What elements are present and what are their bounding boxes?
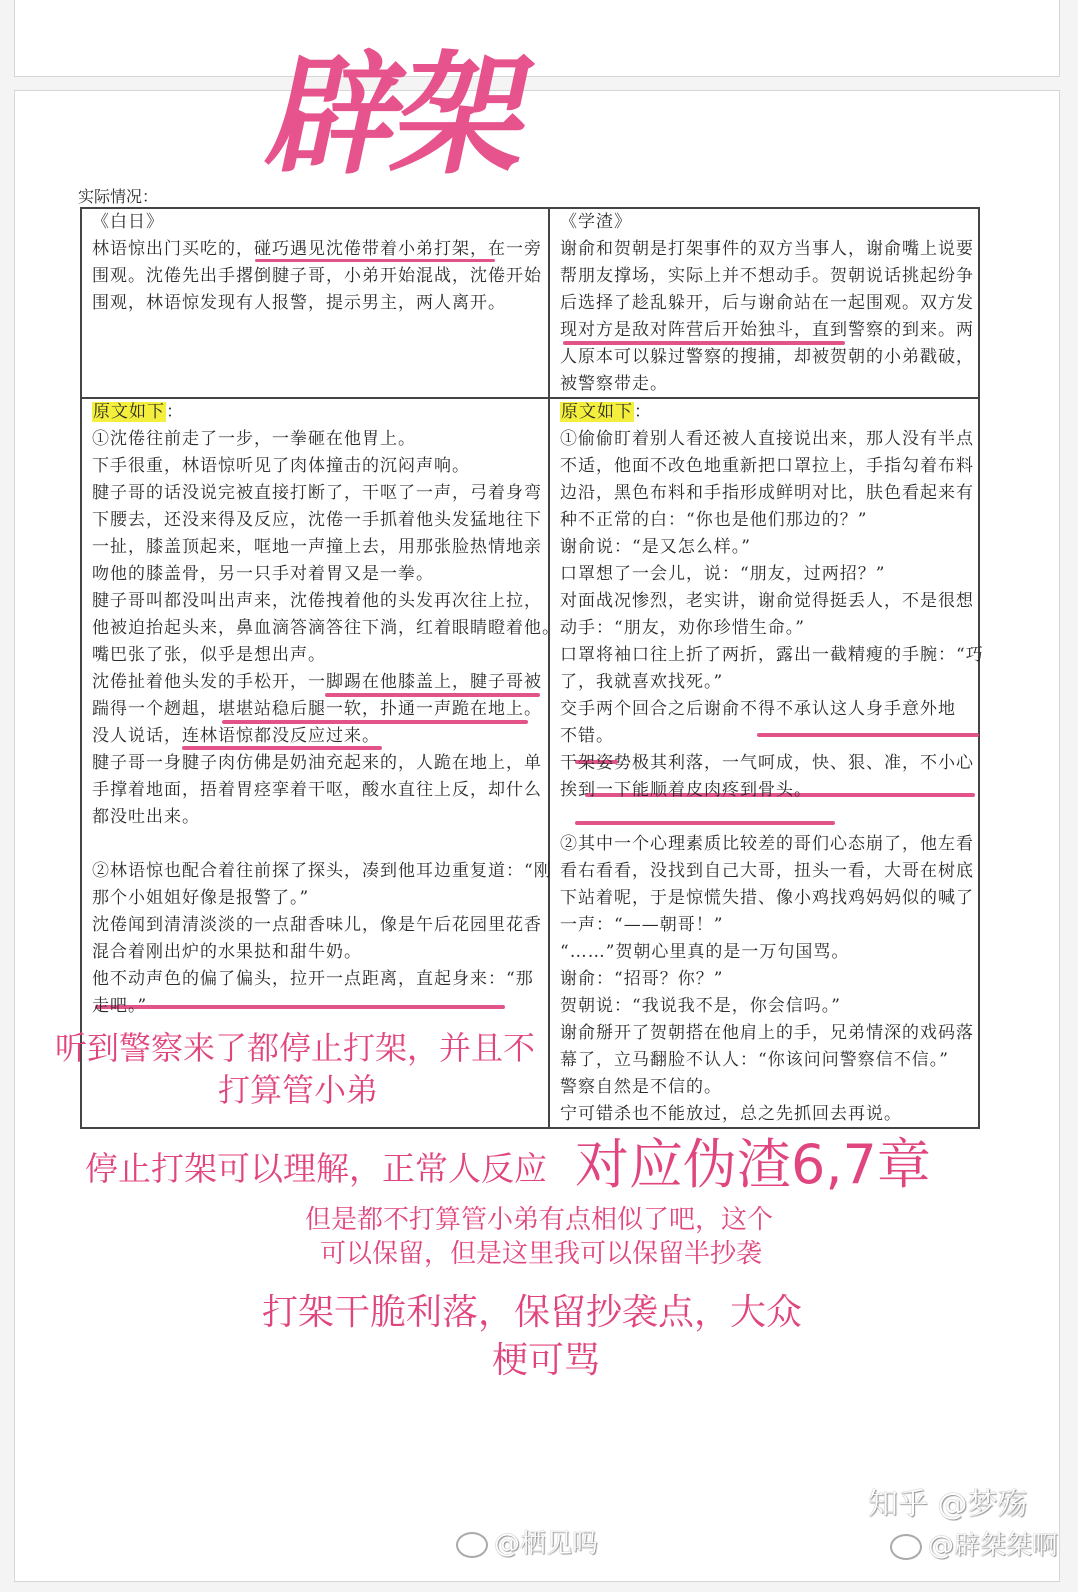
text-line: 那个小姐姐好像是报警了。”	[92, 888, 310, 908]
highlighted-heading: 原文如下	[561, 402, 633, 422]
text-line: 一扯，膝盖顶起来，哐地一声撞上去，用那张脸热情地亲	[92, 537, 542, 557]
text-line: 了，我就喜欢找死。”	[560, 672, 724, 692]
text-line: 都没吐出来。	[92, 807, 200, 827]
annotation-police: 听到警察来了都停止打架，并且不	[55, 1029, 536, 1067]
weibo-icon	[456, 1532, 488, 1558]
original-left-heading	[92, 399, 184, 426]
text-line: 他不动声色的偏了偏头，拉开一点距离，直起身来：“那	[92, 969, 534, 989]
text-line: 宁可错杀也不能放过，总之先抓回去再说。	[560, 1104, 902, 1124]
text-line: 《白日》	[92, 212, 164, 232]
text-line: 围观，林语惊发现有人报警，提示男主，两人离开。	[92, 293, 506, 313]
text-line: 现对方是敌对阵营后开始独斗，直到警察的到来。两	[560, 320, 974, 340]
summary-right-cell	[560, 209, 974, 398]
weibo-icon	[890, 1534, 922, 1560]
text-line: 看右看看，没找到自己大哥，扭头一看，大哥在树底	[560, 861, 974, 881]
annotation-fight-cont: 梗可骂	[492, 1340, 601, 1381]
original-left-cell	[92, 426, 560, 1020]
text-line: ①偷偷盯着别人看还被人直接说出来，那人没有半点	[560, 429, 974, 449]
highlighted-heading: 原文如下	[93, 402, 165, 422]
text-line: 吻他的膝盖骨，另一只手对着胃又是一拳。	[92, 564, 434, 584]
text-line: ②林语惊也配合着往前探了探头，凑到他耳边重复道：“刚	[92, 861, 552, 881]
text-line: 《学渣》	[560, 212, 632, 232]
text-line	[92, 831, 560, 858]
zhihu-watermark: 知乎 @梦殇	[868, 1487, 1028, 1522]
summary-left-cell	[92, 209, 542, 317]
text-line: ①沈倦往前走了一步，一拳砸在他胃上。	[92, 429, 416, 449]
text-line: 后选择了趁乱躲开，后与谢俞站在一起围观。双方发	[560, 293, 974, 313]
weibo-watermark-2	[890, 1532, 1058, 1562]
text-line: 林语惊出门买吃的，碰巧遇见沈倦带着小弟打架，在一旁	[92, 239, 542, 259]
original-right-heading	[560, 399, 652, 426]
heading-colon: ：	[166, 402, 184, 422]
text-line: 谢俞掰开了贺朝搭在他肩上的手，兄弟情深的戏码落	[560, 1023, 974, 1043]
weibo-handle: @辟桀桀啊	[928, 1531, 1059, 1561]
text-line: 不适，他面不改色地重新把口罩拉上，手指勾着布料	[560, 456, 974, 476]
annotation-chapter: 对应伪渣6,7章	[575, 1133, 931, 1196]
annotation-fight: 打架干脆利落，保留抄袭点，大众	[262, 1292, 803, 1333]
text-line: 谢俞说：“是又怎么样。”	[560, 537, 751, 557]
text-line: ②其中一个心理素质比较差的哥们心态崩了，他左看	[560, 834, 974, 854]
text-line: 一声：“——朝哥！”	[560, 915, 724, 935]
text-line: 走吧。”	[92, 996, 148, 1016]
text-line: 下手很重，林语惊听见了肉体撞击的沉闷声响。	[92, 456, 470, 476]
text-line: 围观。沈倦先出手撂倒腱子哥，小弟开始混战，沈倦开始	[92, 266, 542, 286]
text-line: 种不正常的白：“你也是他们那边的？”	[560, 510, 868, 530]
text-line: 他被迫抬起头来，鼻血滴答滴答往下淌，红着眼睛瞪着他。	[92, 618, 560, 638]
text-line: 腱子哥的话没说完被直接打断了，干呕了一声，弓着身弯	[92, 483, 542, 503]
text-line: 交手两个回合之后谢俞不得不承认这人身手意外地	[560, 699, 956, 719]
text-line	[560, 804, 984, 831]
text-line: “……”贺朝心里真的是一万句国骂。	[560, 942, 850, 962]
text-line: 口罩将袖口往上折了两折，露出一截精瘦的手腕：“巧	[560, 645, 984, 665]
text-line: 警察自然是不信的。	[560, 1077, 722, 1097]
text-line: 混合着刚出炉的水果挞和甜牛奶。	[92, 942, 362, 962]
text-line: 沈倦扯着他头发的手松开，一脚踢在他膝盖上，腱子哥被	[92, 672, 542, 692]
text-line: 不错。	[560, 726, 614, 746]
annotation-stop: 停止打架可以理解，正常人反应	[85, 1149, 547, 1188]
text-line: 边沿，黑色布料和手指形成鲜明对比，肤色看起来有	[560, 483, 974, 503]
text-line: 口罩想了一会儿，说：“朋友，过两招？”	[560, 564, 886, 584]
text-line: 谢俞和贺朝是打架事件的双方当事人，谢俞嘴上说要	[560, 239, 974, 259]
text-line: 踹得一个趔趄，堪堪站稳后腿一软，扑通一声跪在地上。	[92, 699, 542, 719]
weibo-watermark	[456, 1530, 598, 1560]
handwritten-title: 辟架	[255, 39, 541, 193]
section-label: 实际情况：	[78, 187, 159, 206]
text-line: 贺朝说：“我说我不是，你会信吗。”	[560, 996, 841, 1016]
text-line: 帮朋友撑场，实际上并不想动手。贺朝说话挑起纷争	[560, 266, 974, 286]
text-line: 对面战况惨烈，老实讲，谢俞觉得挺丢人，不是很想	[560, 591, 974, 611]
text-line: 沈倦闻到清清淡淡的一点甜香味儿，像是午后花园里花香	[92, 915, 542, 935]
text-line: 腱子哥一身腱子肉仿佛是奶油充起来的，人跪在地上，单	[92, 753, 542, 773]
text-line: 被警察带走。	[560, 374, 668, 394]
text-line: 腱子哥叫都没叫出声来，沈倦拽着他的头发再次往上拉，	[92, 591, 542, 611]
weibo-handle: @栖见吗	[494, 1529, 599, 1559]
heading-colon: ：	[634, 402, 652, 422]
text-line: 下腰去，还没来得及反应，沈倦一手抓着他头发猛地往下	[92, 510, 542, 530]
text-line: 下站着呢，于是惊慌失措、像小鸡找鸡妈妈似的喊了	[560, 888, 974, 908]
text-line: 手撑着地面，捂着胃痉挛着干呕，酸水直往上反，却什么	[92, 780, 542, 800]
annotation-similar: 但是都不打算管小弟有点相似了吧，这个	[305, 1205, 774, 1235]
text-line: 没人说话，连林语惊都没反应过来。	[92, 726, 380, 746]
text-line: 干架姿势极其利落，一气呵成，快、狠、准，不小心	[560, 753, 974, 773]
annotation-similar-cont: 可以保留，但是这里我可以保留半抄袭	[320, 1239, 763, 1269]
text-line: 动手：“朋友，劝你珍惜生命。”	[560, 618, 805, 638]
text-line: 人原本可以躲过警察的搜捕，却被贺朝的小弟戳破，	[560, 347, 974, 367]
text-line: 谢俞：“招哥？你？”	[560, 969, 724, 989]
annotation-police-cont: 打算管小弟	[218, 1071, 379, 1109]
text-line: 幕了，立马翻脸不认人：“你该问问警察信不信。”	[560, 1050, 949, 1070]
original-right-cell	[560, 426, 984, 1128]
text-line: 挨到一下能顺着皮肉疼到骨头。	[560, 780, 812, 800]
text-line: 嘴巴张了张，似乎是想出声。	[92, 645, 326, 665]
